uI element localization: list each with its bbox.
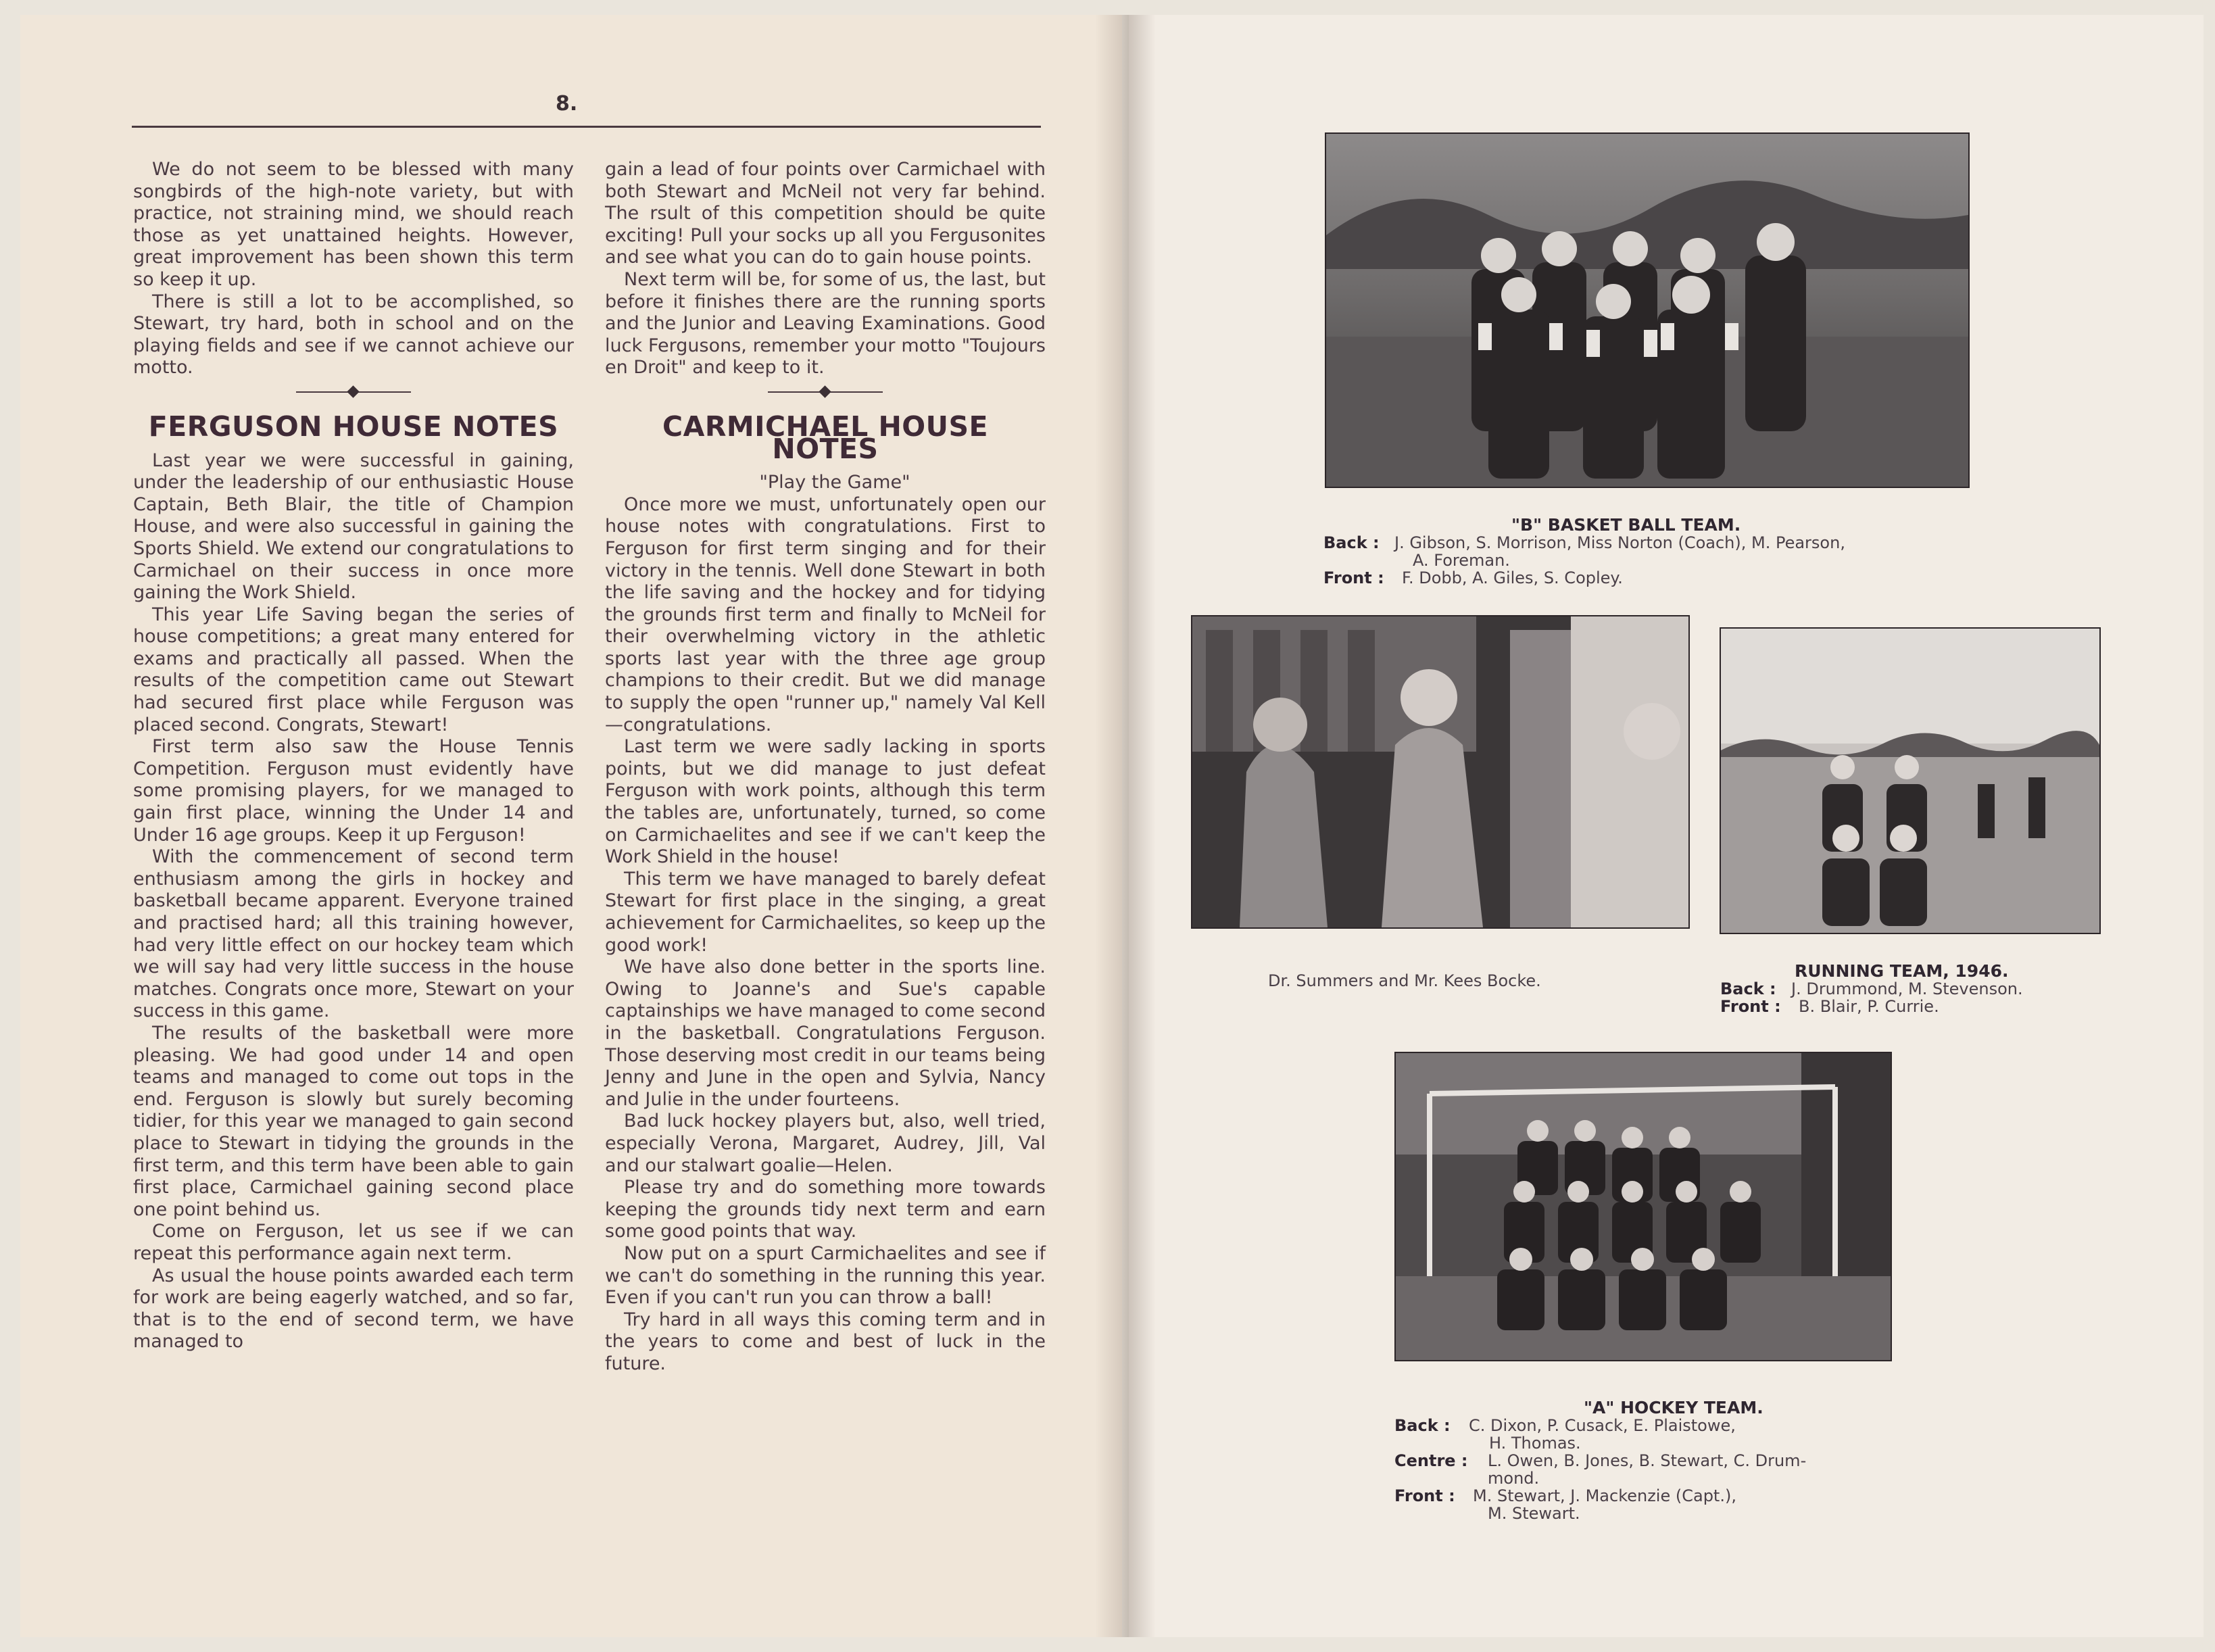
paragraph: Last year we were successful in gaining, under the leadership of our enthusiastic House Captain, Beth Blair, the title of Champion House, and were also successful in gaining the Sports Shield. We extend our congratulations to Carmichael on their success in once more gaining the Work Shield. <box>133 450 574 604</box>
section-divider <box>768 386 883 398</box>
paragraph: The results of the basketball were more pleasing. We had good under 14 and open teams and managed to come out tops in the end. Ferguson is slowly but surely becoming tidier, for this year we managed to gain second place to Stewart in tidying the grounds in the first term, and this term have been able to gain first place, Carmichael gaining second place one point behind us. <box>133 1022 574 1220</box>
carmichael-heading: CARMICHAEL HOUSE NOTES <box>662 410 988 465</box>
paragraph: Once more we must, unfortunately open our house notes with congratulations. First to Ferguson for first term singing and for their victory in the tennis. Well done Stewart in both the life saving and the hockey and for tidying the grounds first term and finally to McNeil for their overwhelming victory in the athletic sports last year with the three age group champions to their credit. But we did manage to supply the open "runner up," namely Val Kell—congratulations. <box>605 493 1046 735</box>
running-team-photo <box>1720 627 2101 934</box>
basketball-caption: "B" BASKET BALL TEAM. Back : J. Gibson, S. Morrison, Miss Norton (Coach), M. Pearson, A. Foreman. Front : F. Dobb, A. Giles, S. Copley. <box>1323 516 2067 587</box>
paragraph: There is still a lot to be accomplished, so Stewart, try hard, both in school and on the playing fields and see if we cannot achieve our motto. <box>133 291 574 379</box>
summers-bocke-photo <box>1191 615 1690 929</box>
carmichael-motto: "Play the Game" <box>759 472 910 493</box>
paragraph: This year Life Saving began the series of house competitions; a great many entered for exams and practically all passed. When the results of the competition came out Stewart had secured first place while Ferguson was placed second. Congrats, Stewart! <box>133 604 574 735</box>
hockey-team-photo <box>1394 1052 1892 1361</box>
paragraph: First term also saw the House Tennis Competition. Ferguson must evidently have some promising players, for we managed to gain first place, winning the Under 14 and Under 16 age groups. Keep it up Ferguson! <box>133 736 574 846</box>
paragraph: Bad luck hockey players but, also, well tried, especially Verona, Margaret, Audrey, Jill, Val and our stalwart goalie—Helen. <box>605 1111 1046 1176</box>
caption-title: "B" BASKET BALL TEAM. <box>1511 515 1741 535</box>
text-column-left <box>133 159 574 1353</box>
book-spine <box>1095 15 1156 1637</box>
running-caption: RUNNING TEAM, 1946. Back : J. Drummond, M. Stevenson. Front : B. Blair, P. Currie. <box>1720 961 2023 1016</box>
summers-caption: Dr. Summers and Mr. Kees Bocke. <box>1268 971 1541 990</box>
paragraph: Please try and do something more towards keeping the grounds tidy next term and earn some good points that way. <box>605 1177 1046 1242</box>
paragraph: Come on Ferguson, let us see if we can repeat this performance again next term. <box>133 1221 574 1264</box>
hockey-caption: "A" HOCKEY TEAM. Back : C. Dixon, P. Cusack, E. Plaistowe, H. Thomas. Centre : L. Owen, B. Jones, B. Stewart, C. Drum- mond. Front : M. Stewart, J. Mackenzie (Capt.), M. Stewart. <box>1394 1398 1807 1523</box>
ferguson-heading: FERGUSON HOUSE NOTES <box>148 410 559 443</box>
paragraph: As usual the house points awarded each term for work are being eagerly watched, and so far, that is to the end of second term, we have managed to <box>133 1265 574 1353</box>
basketball-team-photo <box>1325 132 1970 488</box>
paragraph: gain a lead of four points over Carmichael with both Stewart and McNeil not very far behind. The rsult of this competition should be quite exciting! Pull your socks up all you Fergusonites and see what you can do to gain house points. <box>605 159 1046 268</box>
paragraph: With the commencement of second term enthusiasm among the girls in hockey and basketball became apparent. Everyone trained and practised hard; all this training however, had very little effect on our hockey team which we will say had very little success in the house matches. Congrats once more, Stewart on your success in this game. <box>133 846 574 1022</box>
paragraph: Last term we were sadly lacking in sports points, but we did manage to just defeat Ferguson with work points, although this term the tables are, unfortunately, turned, so come on Carmichaelites and see if we can't keep the Work Shield in the house! <box>605 736 1046 868</box>
paragraph: Now put on a spurt Carmichaelites and see if we can't do something in the running this year. Even if you can't run you can throw a ball! <box>605 1242 1046 1309</box>
header-rule <box>132 126 1041 128</box>
paragraph: We do not seem to be blessed with many songbirds of the high-note variety, but with practice, not straining mind, we should reach those as yet unattained heights. However, great improvement has been shown this term so keep it up. <box>133 159 574 290</box>
page-number: 8. <box>547 92 585 116</box>
paragraph: We have also done better in the sports line. Owing to Joanne's and Sue's capable captainships we have managed to come second in the basketball. Congratulations Ferguson. Those deserving most credit in our teams being Jenny and June in the open and Sylvia, Nancy and Julie in the under fourteens. <box>605 956 1046 1110</box>
diamond-ornament-icon <box>819 385 831 397</box>
paragraph: This term we have managed to barely defeat Stewart for first place in the singing, a great achievement for Carmichaelites, so keep up the good work! <box>605 868 1046 956</box>
section-divider <box>296 386 411 398</box>
paragraph: Try hard in all ways this coming term and in the years to come and best of luck in the future. <box>605 1309 1046 1374</box>
diamond-ornament-icon <box>347 385 359 397</box>
paragraph: Next term will be, for some of us, the last, but before it finishes there are the running sports and the Junior and Leaving Examinations. Good luck Fergusons, remember your motto "Toujours en Droit" and keep to it. <box>605 268 1046 379</box>
text-column-right <box>605 159 1046 1375</box>
